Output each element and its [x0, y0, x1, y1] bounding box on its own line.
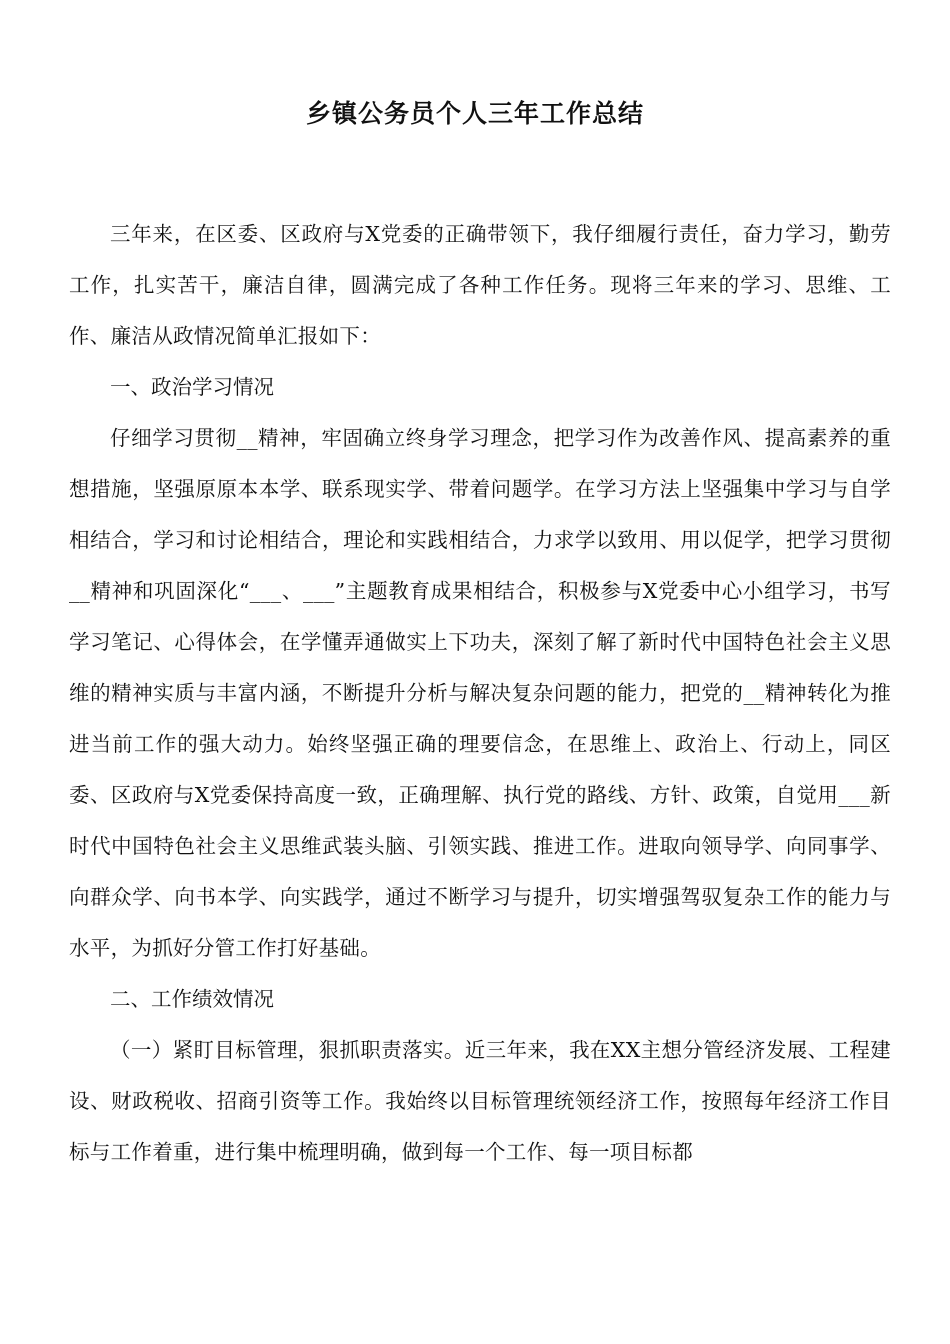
document-body: [69, 209, 891, 1178]
document-title: 乡镇公务员个人三年工作总结: [305, 99, 644, 128]
section-heading-political-study: 一、政治学习情况: [110, 375, 274, 399]
intro-paragraph: 三年来，在区委、区政府与X党委的正确带领下，我仔细履行责任，奋力学习，勤劳工作，扎实苦干，廉洁自律，圆满完成了各种工作任务。现将三年来的学习、思维、工作、廉洁从政情况简单汇报如下：: [69, 222, 891, 348]
work-performance-paragraph: （一）紧盯目标管理，狠抓职责落实。近三年来，我在XX主想分管经济发展、工程建设、财政税收、招商引资等工作。我始终以目标管理统领经济工作，按照每年经济工作目标与工作着重，进行集中梳理明确，做到每一个工作、每一项目标都: [69, 1038, 891, 1164]
political-study-paragraph: 仔细学习贯彻__精神，牢固确立终身学习理念，把学习作为改善作风、提高素养的重想措施，坚强原原本本学、联系现实学、带着问题学。在学习方法上坚强集中学习与自学相结合，学习和讨论相结合，理论和实践相结合，力求学以致用、用以促学，把学习贯彻__精神和巩固深化“___、___”主题教育成果相结合，积极参与X党委中心小组学习，书写学习笔记、心得体会，在学懂弄通做实上下功夫，深刻了解了新时代中国特色社会主义思维的精神实质与丰富内涵，不断提升分析与解决复杂问题的能力，把党的__精神转化为推进当前工作的强大动力。始终坚强正确的理要信念，在思维上、政治上、行动上，同区委、区政府与X党委保持高度一致，正确理解、执行党的路线、方针、政策，自觉用___新时代中国特色社会主义思维武装头脑、引领实践、推进工作。进取向领导学、向同事学、向群众学、向书本学、向实践学，通过不断学习与提升，切实增强驾驭复杂工作的能力与水平，为抓好分管工作打好基础。: [69, 426, 891, 960]
section-heading-work-performance: 二、工作绩效情况: [110, 987, 274, 1011]
